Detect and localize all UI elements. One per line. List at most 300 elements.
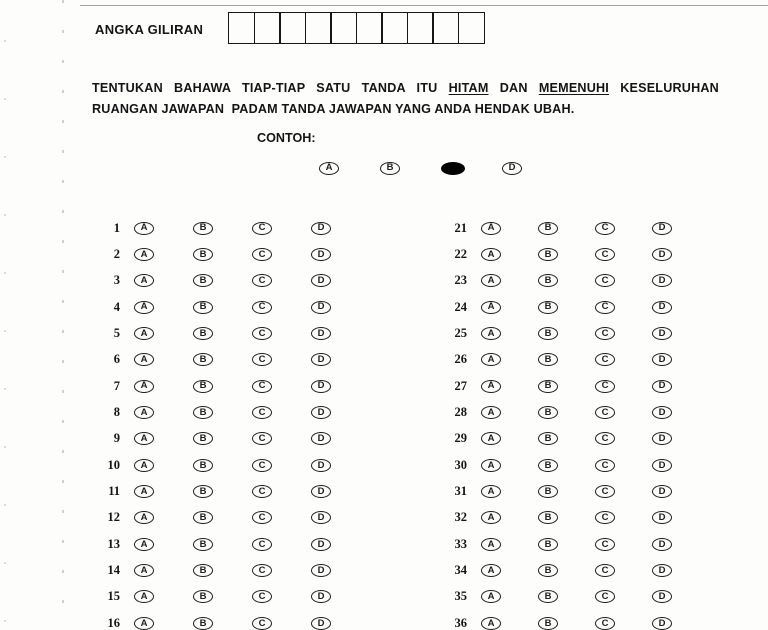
answer-bubble-c[interactable]: C — [595, 564, 615, 577]
example-slot — [380, 162, 441, 175]
answer-slot — [134, 511, 193, 524]
answer-bubble-d[interactable]: D — [652, 564, 672, 577]
answer-slot — [481, 538, 538, 551]
question-row — [100, 320, 370, 346]
answer-bubble-a[interactable]: A — [481, 274, 501, 287]
answer-bubble-d[interactable]: D — [311, 222, 331, 235]
angka-giliran-box[interactable] — [330, 12, 357, 44]
answer-bubble-b[interactable]: B — [193, 353, 213, 366]
answer-bubble-b[interactable]: B — [538, 590, 558, 603]
answer-bubble-c[interactable]: C — [252, 274, 272, 287]
answer-slot — [652, 301, 709, 314]
answer-bubble-b[interactable]: B — [193, 222, 213, 235]
question-row — [447, 320, 709, 346]
answer-bubble-d[interactable]: D — [652, 327, 672, 340]
question-row — [100, 241, 370, 267]
answer-slot — [652, 511, 709, 524]
answer-bubble-c[interactable]: C — [252, 380, 272, 393]
question-number: 7 — [113, 378, 120, 393]
answer-slot — [652, 432, 709, 445]
answer-slot — [595, 380, 652, 393]
answer-slot — [134, 538, 193, 551]
instruction-segment: TENTUKAN BAHAWA TIAP-TIAP SATU TANDA ITU — [92, 81, 449, 95]
answer-slot — [538, 511, 595, 524]
answer-bubble-a[interactable]: A — [134, 432, 154, 445]
answer-bubble-d[interactable]: D — [652, 353, 672, 366]
answer-slot — [538, 222, 595, 235]
answer-bubble-d[interactable]: D — [652, 301, 672, 314]
answer-bubble-b[interactable]: B — [193, 380, 213, 393]
angka-giliran-boxes — [228, 12, 485, 44]
answer-slot — [252, 511, 311, 524]
answer-bubble-d[interactable]: D — [311, 511, 331, 524]
answer-slot — [134, 617, 193, 630]
question-row — [447, 399, 709, 425]
answer-bubble-a[interactable]: A — [134, 511, 154, 524]
question-number: 15 — [107, 589, 120, 604]
answer-bubble-b[interactable]: B — [193, 590, 213, 603]
answer-column-right — [447, 215, 709, 630]
question-row — [447, 426, 709, 452]
answer-slot — [481, 301, 538, 314]
answer-bubble-d[interactable]: D — [311, 538, 331, 551]
answer-bubble-b[interactable]: B — [538, 380, 558, 393]
answer-bubble-b[interactable]: B — [193, 485, 213, 498]
answer-slot — [193, 301, 252, 314]
question-number: 11 — [108, 484, 120, 499]
answer-bubble-b[interactable]: B — [193, 406, 213, 419]
answer-bubble-c[interactable]: C — [595, 222, 615, 235]
answer-bubble-c[interactable]: C — [595, 538, 615, 551]
answer-bubble-b[interactable]: B — [193, 459, 213, 472]
answer-bubble-c[interactable]: C — [252, 511, 272, 524]
answer-slot — [193, 485, 252, 498]
question-number: 32 — [454, 510, 467, 525]
answer-bubble-c[interactable]: C — [595, 432, 615, 445]
answer-bubble-d[interactable]: D — [311, 485, 331, 498]
answer-slot — [311, 327, 370, 340]
answer-bubble-a[interactable]: A — [134, 248, 154, 261]
answer-bubble-d[interactable]: D — [311, 380, 331, 393]
answer-bubble-c[interactable]: C — [595, 274, 615, 287]
question-number: 26 — [454, 352, 467, 367]
answer-slot — [252, 248, 311, 261]
answer-bubble-c[interactable]: C — [595, 617, 615, 630]
answer-bubble-b[interactable]: B — [538, 617, 558, 630]
answer-slot — [252, 564, 311, 577]
answer-slot — [193, 274, 252, 287]
answer-bubble-a[interactable]: A — [134, 538, 154, 551]
question-row — [447, 268, 709, 294]
answer-bubble-a[interactable]: A — [134, 380, 154, 393]
question-number: 3 — [113, 273, 120, 288]
question-row — [100, 505, 370, 531]
answer-bubble-c[interactable]: C — [252, 327, 272, 340]
answer-slot — [252, 327, 311, 340]
answer-slot — [481, 459, 538, 472]
question-number: 28 — [454, 405, 467, 420]
question-row — [447, 584, 709, 610]
answer-bubble-a[interactable]: A — [134, 485, 154, 498]
answer-bubble-d[interactable]: D — [311, 432, 331, 445]
answer-bubble-c[interactable]: C — [595, 301, 615, 314]
answer-bubble-a[interactable]: A — [134, 590, 154, 603]
answer-slot — [481, 274, 538, 287]
answer-bubble-d[interactable]: D — [652, 485, 672, 498]
question-row — [447, 505, 709, 531]
answer-bubble-d[interactable]: D — [311, 301, 331, 314]
answer-bubble-d[interactable]: D — [652, 380, 672, 393]
angka-giliran-box[interactable] — [228, 12, 255, 44]
question-number: 33 — [454, 536, 467, 551]
answer-slot — [595, 564, 652, 577]
answer-bubble-c[interactable]: C — [252, 485, 272, 498]
answer-slot — [538, 538, 595, 551]
answer-slot — [134, 485, 193, 498]
question-number: 25 — [454, 326, 467, 341]
answer-bubble-b[interactable]: B — [538, 538, 558, 551]
answer-bubble-a[interactable]: A — [481, 564, 501, 577]
answer-slot — [595, 327, 652, 340]
scan-artifact-edge-dots — [4, 40, 6, 630]
answer-bubble-a[interactable]: A — [134, 406, 154, 419]
answer-bubble-a[interactable]: A — [134, 222, 154, 235]
answer-bubble-a[interactable]: A — [481, 353, 501, 366]
answer-slot — [193, 380, 252, 393]
answer-slot — [538, 564, 595, 577]
answer-bubble-c[interactable]: C — [252, 590, 272, 603]
answer-bubble-a[interactable]: A — [134, 274, 154, 287]
answer-bubble-c[interactable]: C — [252, 248, 272, 261]
answer-slot — [481, 564, 538, 577]
answer-slot — [538, 380, 595, 393]
answer-bubble-c[interactable]: C — [595, 327, 615, 340]
answer-bubble-d[interactable]: D — [311, 564, 331, 577]
answer-bubble-d[interactable]: D — [311, 459, 331, 472]
question-number: 24 — [454, 299, 467, 314]
answer-slot — [311, 485, 370, 498]
answer-slot — [595, 274, 652, 287]
answer-slot — [193, 511, 252, 524]
answer-slot — [652, 459, 709, 472]
answer-bubble-d[interactable]: D — [652, 511, 672, 524]
answer-bubble-a[interactable]: A — [134, 301, 154, 314]
answer-bubble-c[interactable]: C — [595, 248, 615, 261]
answer-slot — [311, 564, 370, 577]
question-number: 4 — [113, 299, 120, 314]
question-row — [100, 531, 370, 557]
answer-bubble-b[interactable]: B — [193, 248, 213, 261]
answer-column-left — [100, 215, 370, 630]
question-row — [447, 294, 709, 320]
answer-bubble-c[interactable]: C — [595, 380, 615, 393]
answer-bubble-d[interactable]: D — [652, 459, 672, 472]
instruction-line — [92, 99, 719, 120]
answer-bubble-b[interactable]: B — [538, 327, 558, 340]
question-number: 12 — [107, 510, 120, 525]
answer-bubble-d[interactable]: D — [652, 590, 672, 603]
question-row — [100, 610, 370, 630]
answer-bubble-d[interactable]: D — [311, 406, 331, 419]
answer-slot — [252, 538, 311, 551]
angka-giliran-box[interactable] — [254, 12, 281, 44]
answer-slot — [652, 590, 709, 603]
answer-slot — [193, 327, 252, 340]
answer-bubble-a[interactable]: A — [481, 327, 501, 340]
answer-bubble-d[interactable]: D — [652, 617, 672, 630]
question-row — [100, 452, 370, 478]
question-number: 2 — [113, 247, 120, 262]
example-filled-mark — [441, 162, 465, 175]
answer-slot — [311, 590, 370, 603]
answer-slot — [652, 617, 709, 630]
answer-bubble-b[interactable]: B — [193, 432, 213, 445]
answer-bubble-b[interactable]: B — [538, 248, 558, 261]
answer-bubble-c[interactable]: C — [595, 353, 615, 366]
question-row — [100, 294, 370, 320]
answer-slot — [252, 617, 311, 630]
angka-giliran-box[interactable] — [381, 12, 408, 44]
answer-bubble-a[interactable]: A — [481, 590, 501, 603]
answer-slot — [193, 248, 252, 261]
answer-bubble-d[interactable]: D — [311, 617, 331, 630]
answer-bubble-b[interactable]: B — [193, 327, 213, 340]
question-number: 36 — [454, 615, 467, 630]
answer-bubble-c[interactable]: C — [252, 459, 272, 472]
answer-slot — [134, 432, 193, 445]
answer-slot — [311, 459, 370, 472]
answer-slot — [481, 353, 538, 366]
answer-slot — [134, 353, 193, 366]
question-row — [100, 373, 370, 399]
question-row — [100, 584, 370, 610]
question-number: 5 — [113, 326, 120, 341]
answer-bubble-d[interactable]: D — [311, 248, 331, 261]
question-number: 8 — [113, 405, 120, 420]
scan-artifact-left-dashes — [62, 0, 64, 630]
answer-bubble-a[interactable]: A — [134, 564, 154, 577]
answer-slot — [595, 590, 652, 603]
answer-slot — [595, 353, 652, 366]
question-row — [447, 452, 709, 478]
answer-slot — [595, 222, 652, 235]
answer-bubble-d[interactable]: D — [311, 327, 331, 340]
answer-bubble-c[interactable]: C — [252, 406, 272, 419]
answer-bubble-b[interactable]: B — [538, 432, 558, 445]
answer-slot — [193, 406, 252, 419]
answer-slot — [193, 459, 252, 472]
angka-giliran-box[interactable] — [407, 12, 434, 44]
question-row — [447, 373, 709, 399]
answer-slot — [252, 406, 311, 419]
answer-bubble-a[interactable]: A — [134, 617, 154, 630]
answer-slot — [193, 538, 252, 551]
answer-slot — [652, 353, 709, 366]
answer-slot — [193, 222, 252, 235]
answer-bubble-d[interactable]: D — [652, 274, 672, 287]
answer-slot — [538, 274, 595, 287]
question-row — [100, 268, 370, 294]
answer-slot — [252, 301, 311, 314]
answer-slot — [538, 432, 595, 445]
answer-bubble-c[interactable]: C — [595, 485, 615, 498]
answer-bubble-c[interactable]: C — [252, 564, 272, 577]
answer-bubble-c[interactable]: C — [595, 511, 615, 524]
answer-slot — [538, 301, 595, 314]
answer-slot — [481, 617, 538, 630]
instruction-segment: DAN — [488, 81, 539, 95]
answer-slot — [134, 459, 193, 472]
question-number: 1 — [113, 220, 120, 235]
answer-bubble-a[interactable]: A — [481, 432, 501, 445]
answer-bubble-a[interactable]: A — [481, 617, 501, 630]
answer-bubble-b[interactable]: B — [538, 274, 558, 287]
answer-slot — [252, 353, 311, 366]
angka-giliran-box[interactable] — [305, 12, 332, 44]
answer-slot — [538, 590, 595, 603]
answer-slot — [652, 274, 709, 287]
answer-slot — [311, 274, 370, 287]
answer-slot — [652, 485, 709, 498]
answer-bubble-d[interactable]: D — [652, 248, 672, 261]
answer-slot — [134, 406, 193, 419]
answer-slot — [134, 248, 193, 261]
answer-bubble-c[interactable]: C — [252, 432, 272, 445]
angka-giliran-box[interactable] — [432, 12, 459, 44]
answer-bubble-b[interactable]: B — [193, 538, 213, 551]
answer-bubble-a[interactable]: A — [481, 538, 501, 551]
answer-slot — [193, 564, 252, 577]
answer-bubble-c[interactable]: C — [252, 301, 272, 314]
answer-bubble-d[interactable]: D — [311, 274, 331, 287]
answer-bubble-a[interactable]: A — [481, 406, 501, 419]
answer-bubble-c[interactable]: C — [595, 459, 615, 472]
question-row — [100, 426, 370, 452]
answer-bubble-b[interactable]: B — [538, 353, 558, 366]
answer-slot — [538, 485, 595, 498]
answer-bubble-d[interactable]: D — [652, 538, 672, 551]
answer-bubble-a[interactable]: A — [481, 511, 501, 524]
answer-bubble-d[interactable]: D — [311, 590, 331, 603]
example-bubble-a: A — [319, 162, 339, 175]
answer-bubble-b[interactable]: B — [193, 564, 213, 577]
answer-bubble-a[interactable]: A — [134, 459, 154, 472]
answer-slot — [652, 248, 709, 261]
answer-bubble-b[interactable]: B — [193, 274, 213, 287]
answer-slot — [538, 327, 595, 340]
answer-bubble-b[interactable]: B — [538, 406, 558, 419]
angka-giliran-box[interactable] — [458, 12, 485, 44]
answer-slot — [481, 406, 538, 419]
answer-bubble-d[interactable]: D — [652, 222, 672, 235]
answer-slot — [481, 511, 538, 524]
answer-slot — [134, 274, 193, 287]
answer-slot — [595, 432, 652, 445]
answer-bubble-c[interactable]: C — [595, 406, 615, 419]
answer-bubble-a[interactable]: A — [481, 222, 501, 235]
question-number: 14 — [107, 563, 120, 578]
answer-bubble-a[interactable]: A — [481, 248, 501, 261]
answer-slot — [538, 353, 595, 366]
angka-giliran-box[interactable] — [279, 12, 306, 44]
answer-slot — [481, 248, 538, 261]
answer-slot — [595, 459, 652, 472]
answer-slot — [252, 485, 311, 498]
answer-bubble-a[interactable]: A — [134, 327, 154, 340]
answer-slot — [252, 459, 311, 472]
answer-slot — [311, 406, 370, 419]
answer-bubble-b[interactable]: B — [538, 459, 558, 472]
answer-slot — [134, 564, 193, 577]
answer-slot — [134, 590, 193, 603]
example-bubble-b: B — [380, 162, 400, 175]
question-number: 29 — [454, 431, 467, 446]
answer-bubble-a[interactable]: A — [481, 301, 501, 314]
answer-slot — [311, 511, 370, 524]
angka-giliran-label: ANGKA GILIRAN — [95, 22, 204, 37]
answer-bubble-a[interactable]: A — [481, 485, 501, 498]
answer-bubble-d[interactable]: D — [652, 432, 672, 445]
instruction-segment: RUANGAN JAWAPAN PADAM TANDA JAWAPAN YANG ANDA HENDAK UBAH. — [92, 102, 575, 116]
answer-bubble-b[interactable]: B — [538, 564, 558, 577]
answer-bubble-b[interactable]: B — [538, 222, 558, 235]
answer-bubble-c[interactable]: C — [252, 617, 272, 630]
answer-slot — [595, 485, 652, 498]
answer-slot — [252, 274, 311, 287]
answer-bubble-d[interactable]: D — [311, 353, 331, 366]
answer-bubble-b[interactable]: B — [193, 617, 213, 630]
answer-bubble-a[interactable]: A — [481, 380, 501, 393]
answer-slot — [652, 327, 709, 340]
answer-bubble-d[interactable]: D — [652, 406, 672, 419]
question-row — [100, 347, 370, 373]
answer-slot — [134, 301, 193, 314]
answer-slot — [134, 327, 193, 340]
answer-slot — [595, 617, 652, 630]
answer-slot — [134, 222, 193, 235]
answer-bubble-b[interactable]: B — [193, 301, 213, 314]
answer-slot — [538, 617, 595, 630]
answer-bubble-c[interactable]: C — [252, 538, 272, 551]
answer-slot — [652, 222, 709, 235]
answer-slot — [652, 380, 709, 393]
answer-slot — [311, 353, 370, 366]
answer-bubble-b[interactable]: B — [538, 485, 558, 498]
answer-bubble-a[interactable]: A — [134, 353, 154, 366]
answer-bubble-c[interactable]: C — [252, 222, 272, 235]
question-row — [447, 215, 709, 241]
answer-bubble-c[interactable]: C — [595, 590, 615, 603]
answer-slot — [595, 248, 652, 261]
answer-slot — [252, 380, 311, 393]
answer-slot — [481, 485, 538, 498]
answer-bubble-b[interactable]: B — [538, 511, 558, 524]
answer-slot — [595, 301, 652, 314]
angka-giliran-box[interactable] — [356, 12, 383, 44]
question-number: 16 — [107, 615, 120, 630]
example-slot — [502, 162, 563, 175]
answer-slot — [193, 432, 252, 445]
answer-slot — [481, 432, 538, 445]
answer-bubble-b[interactable]: B — [193, 511, 213, 524]
answer-slot — [538, 248, 595, 261]
answer-slot — [252, 222, 311, 235]
question-row — [100, 399, 370, 425]
answer-bubble-c[interactable]: C — [252, 353, 272, 366]
instruction-segment: KESELURUHAN — [609, 81, 719, 95]
answer-bubble-b[interactable]: B — [538, 301, 558, 314]
answer-bubble-a[interactable]: A — [481, 459, 501, 472]
